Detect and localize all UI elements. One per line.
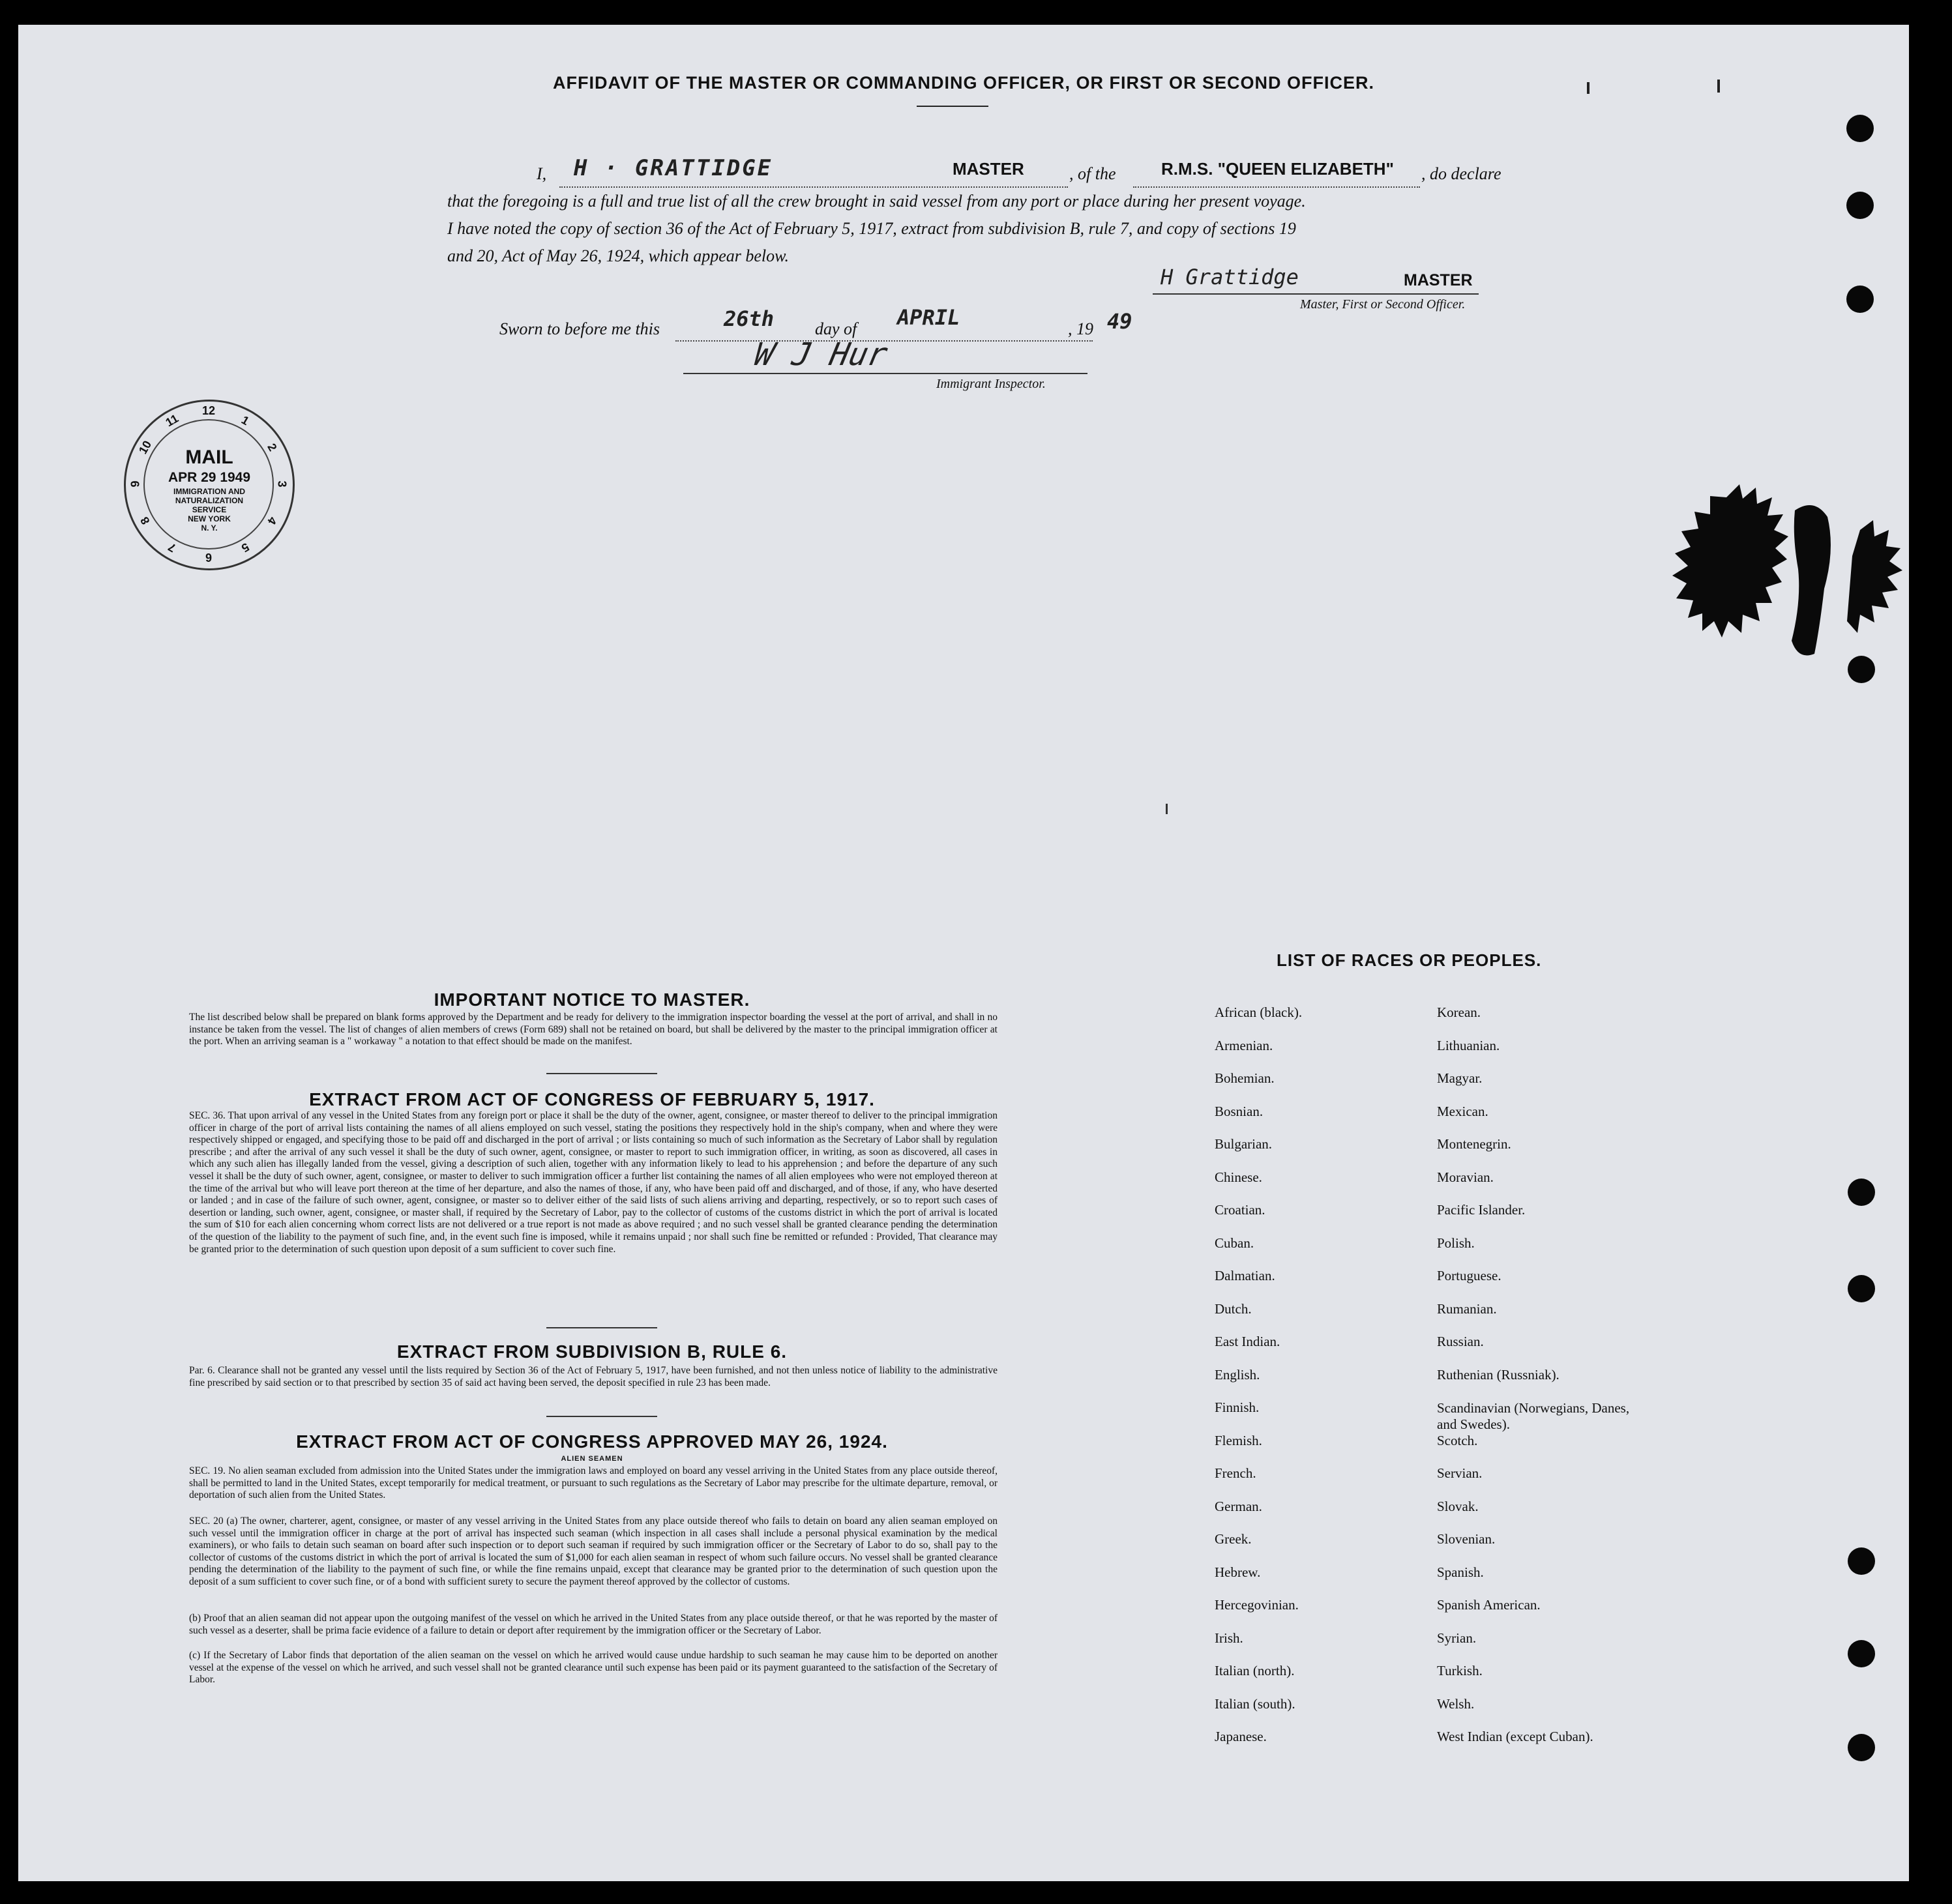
race-item: Dalmatian. <box>1215 1268 1275 1283</box>
race-item: Italian (north). <box>1215 1663 1295 1678</box>
race-item: Bosnian. <box>1215 1103 1264 1119</box>
section-rule <box>546 1416 657 1417</box>
binder-hole <box>1846 192 1874 219</box>
race-item: Korean. <box>1437 1004 1481 1020</box>
signature-caption: Master, First or Second Officer. <box>1300 297 1466 312</box>
sworn-year-prefix: , 19 <box>1068 319 1093 338</box>
inspector-signature-line <box>683 364 1087 374</box>
stamp-ring-number: 1 <box>239 413 252 428</box>
rank-text: MASTER <box>953 159 1024 179</box>
race-item: Turkish. <box>1437 1663 1483 1678</box>
race-item: Chinese. <box>1215 1169 1262 1185</box>
sworn-year: 49 <box>1107 309 1132 334</box>
stamp-ring-number: 10 <box>136 438 155 456</box>
section-rule <box>546 1327 657 1328</box>
binder-hole <box>1848 1275 1875 1302</box>
race-item: Italian (south). <box>1215 1695 1295 1712</box>
stamp-line4: NATURALIZATION <box>175 496 244 505</box>
race-item: Ruthenian (Russniak). <box>1437 1366 1560 1383</box>
notice-heading: IMPORTANT NOTICE TO MASTER. <box>434 989 750 1010</box>
extract2-text: Par. 6. Clearance shall not be granted any vessel until the lists required by Section 36 of the Act of February 5, 1917, have been furnished, and not then unless notice of liability to the administrative fine prescribed by said section or to that prescribed by section 35 of said act having been served, the deposit specified in rule 23 has been made. <box>189 1365 998 1388</box>
race-item: French. <box>1215 1465 1256 1481</box>
race-item: Portuguese. <box>1437 1268 1501 1283</box>
stamp-line7: N. Y. <box>201 523 218 533</box>
extract3-sec20c: (c) If the Secretary of Labor finds that deportation of the alien seaman on the vessel on which he arrived would cause undue hardship to such seaman he may cause him to be deported on another vessel at the expense of the vessel on which he arrived, and such vessel shall not be granted clearance until such expense has been paid or its payment guaranteed to the satisfaction of the Secretary of Labor. <box>189 1650 998 1686</box>
race-item: Bohemian. <box>1215 1070 1275 1086</box>
sworn-day: 26th <box>724 306 775 331</box>
stamp-ring-number: 2 <box>265 441 280 454</box>
binder-hole <box>1848 656 1875 683</box>
race-item: African (black). <box>1215 1004 1303 1020</box>
stamp-ring-number: 11 <box>163 411 181 430</box>
race-item: Spanish American. <box>1437 1597 1541 1613</box>
race-item: Hercegovinian. <box>1215 1597 1299 1613</box>
tick-mark <box>1717 80 1720 93</box>
stamp-ring-number: 9 <box>128 480 142 488</box>
extract1-text: SEC. 36. That upon arrival of any vessel in the United States from any foreign port or place it shall be the duty of the owner, agent, consignee, or master thereof to deliver to the principal immigration officer in charge of the port of arrival lists containing the names of all aliens employed on such vessel, stating the positions they respectively hold in the ship's company, when and where they were respectively shipped or engaged, and specifying those to be paid off and discharged in the port of arrival ; or lists containing so much of such information as the Secretary of Labor shall by regulation prescribe ; and after the arrival of any such vessel it shall be the duty of such owner, agent, consignee, or master to report to such immigration officer, in writing, as soon as discovered, all cases in which any such alien has illegally landed from the vessel, giving a description of such alien, together with any information likely to lead to his apprehension ; and before the departure of any such vessel it shall be the duty of such owner, agent, consignee, or master to deliver to such immigration officer a further list containing the names of all alien employees who were not employed thereon at the time of the arrival but who will leave port thereon at the time of her departure, and also the names of those, if any, who have been paid off and discharged, and of those, if any, who have deserted or landed ; and in case of the failure of such owner, agent, consignee, or master so to deliver either of the said lists of such aliens arriving and departing, respectively, or so to report such cases of desertion or landing, such owner, agent, consignee, or master shall, if required by the Secretary of Labor, pay to the collector of customs of the customs district in which the port of arrival is located the sum of $10 for each alien concerning whom correct lists are not delivered or a true report is not made as above required ; and no such vessel shall be granted clearance pending the determination of the question of the liability to the payment of such fine, and, in the event such fine is imposed, while it remains unpaid ; nor shall such fine be remitted or refunded : Provided, That clearance may be granted prior to the determination of such question upon deposit of a sum sufficient to cover such fine. <box>189 1110 998 1255</box>
declaration-do-declare: , do declare <box>1421 164 1501 183</box>
races-heading: LIST OF RACES OR PEOPLES. <box>1277 950 1542 970</box>
race-item: Flemish. <box>1215 1432 1262 1448</box>
race-item: West Indian (except Cuban). <box>1437 1729 1593 1744</box>
notice-text: The list described below shall be prepared on blank forms approved by the Department and be ready for delivery to the immigration inspector boarding the vessel at the port of arrival, and shall in no instance be taken from the vessel. The list of changes of alien members of crews (Form 689) shall not be retained on board, but shall be delivered by the master to the principal immigration officer at the port. When an arriving seaman is a " workaway " a notation to that effect should be made on the manifest. <box>189 1012 998 1047</box>
stamp-line3: IMMIGRATION AND <box>173 487 245 496</box>
vessel-name: R.M.S. "QUEEN ELIZABETH" <box>1161 159 1394 179</box>
race-item: Welsh. <box>1437 1695 1475 1712</box>
sworn-month: APRIL <box>897 305 960 330</box>
binder-hole <box>1848 1179 1875 1206</box>
extract2-heading: EXTRACT FROM SUBDIVISION B, RULE 6. <box>396 1341 788 1362</box>
section-rule <box>546 1073 657 1074</box>
stamp-ring-number: 4 <box>265 514 280 527</box>
stamp-ring-number: 12 <box>201 404 216 417</box>
extract3-sec19: SEC. 19. No alien seaman excluded from admission into the United States under the immigration laws and employed on board any vessel arriving in the United States from any place outside thereof, shall be permitted to land in the United States, except temporarily for medical treatment, or pursuant to such regulations as the Secretary of Labor may prescribe for the ultimate departure, removal, or deportation of such alien from the United States. <box>189 1465 998 1501</box>
race-item: Rumanian. <box>1437 1300 1497 1317</box>
race-item: East Indian. <box>1215 1334 1280 1349</box>
race-item: Scotch. <box>1437 1432 1478 1448</box>
race-item: Cuban. <box>1215 1235 1254 1251</box>
stamp-line5: SERVICE <box>192 505 227 514</box>
races-right-column <box>1437 996 1646 1753</box>
race-item: English. <box>1215 1366 1260 1383</box>
race-item: Greek. <box>1215 1531 1252 1547</box>
binder-hole <box>1848 1547 1875 1575</box>
document-page <box>18 25 1909 1881</box>
race-item: Spanish. <box>1437 1564 1484 1580</box>
signature-rank: MASTER <box>1404 271 1473 289</box>
race-item: Moravian. <box>1437 1169 1494 1185</box>
race-item: Magyar. <box>1437 1070 1483 1086</box>
race-item: Hebrew. <box>1215 1564 1261 1580</box>
race-item: Armenian. <box>1215 1037 1273 1053</box>
race-item: Polish. <box>1437 1235 1475 1251</box>
binder-hole <box>1848 1640 1875 1667</box>
title-rule <box>917 106 988 107</box>
race-item: German. <box>1215 1498 1262 1514</box>
stamp-ring-number: 6 <box>205 551 213 564</box>
sworn-day-of: day of <box>815 319 857 338</box>
stamp-ring-number: 5 <box>239 540 252 555</box>
stamp-ring-number: 8 <box>138 514 153 527</box>
binder-hole <box>1846 286 1874 313</box>
race-item: Croatian. <box>1215 1202 1265 1218</box>
race-item: Servian. <box>1437 1465 1483 1481</box>
declaration-i: I, <box>537 164 547 183</box>
mail-stamp <box>124 400 293 569</box>
extract3-heading: EXTRACT FROM ACT OF CONGRESS APPROVED MAY 26, 1924. <box>296 1431 888 1452</box>
tick-mark <box>1166 804 1168 814</box>
sworn-label: Sworn to before me this <box>499 319 660 338</box>
binder-hole <box>1846 115 1874 142</box>
stamp-ring-number: 7 <box>166 540 179 555</box>
declaration-line2: that the foregoing is a full and true list of all the crew brought in said vessel from any port or place during her present voyage. <box>447 192 1306 211</box>
race-item: Syrian. <box>1437 1630 1477 1646</box>
master-name: H · GRATTIDGE <box>574 155 773 181</box>
race-item: Montenegrin. <box>1437 1136 1511 1152</box>
affidavit-title: AFFIDAVIT OF THE MASTER OR COMMANDING OFFICER, OR FIRST OR SECOND OFFICER. <box>553 73 1374 93</box>
extract1-heading: EXTRACT FROM ACT OF CONGRESS OF FEBRUARY 5, 1917. <box>309 1089 875 1109</box>
race-item: Lithuanian. <box>1437 1037 1500 1053</box>
declaration-line4: and 20, Act of May 26, 1924, which appear below. <box>447 246 790 265</box>
race-item: Scandinavian (Norwegians, Danes, and Swedes). <box>1437 1400 1630 1432</box>
race-item: Russian. <box>1437 1334 1484 1349</box>
extract3-sec20a: SEC. 20 (a) The owner, charterer, agent, consignee, or master of any vessel arriving in the United States from any place outside thereof who fails to detain on board any alien seaman employed on such vessel until the immigration officer in charge at the port of arrival has inspected such seaman (which inspection in all cases shall include a personal physical examination by the medical examiners), or who fails to detain such seaman on board after such inspection or to deport such seaman if required by such immigration officer or the Secretary of Labor to do so, shall pay to the collector of customs of the customs district in which the port of arrival is located the sum of $1,000 for each alien seaman in respect of whom such failure occurs. No vessel shall be granted clearance pending the determination of the liability to the payment of such fine, or while the fine remains unpaid, except that clearance may be granted prior to the determination of such question upon the deposit of a sum sufficient to cover such fine, or of a bond with sufficient surety to secure the payment thereof approved by the collector of customs. <box>189 1516 998 1587</box>
declaration-of-the: , of the <box>1069 164 1116 183</box>
race-item: Pacific Islander. <box>1437 1202 1526 1218</box>
race-item: Mexican. <box>1437 1103 1488 1119</box>
declaration-line3: I have noted the copy of section 36 of the Act of February 5, 1917, extract from subdivision B, rule 7, and copy of sections 19 <box>447 219 1296 238</box>
inspector-signature: W J Hur <box>751 336 891 373</box>
binder-hole <box>1848 1734 1875 1761</box>
race-item: Finnish. <box>1215 1399 1260 1415</box>
race-item: Dutch. <box>1215 1300 1252 1317</box>
race-item: Irish. <box>1215 1630 1243 1646</box>
tick-mark <box>1587 82 1590 94</box>
race-item: Slovak. <box>1437 1498 1479 1514</box>
race-item: Bulgarian. <box>1215 1136 1273 1152</box>
stamp-line6: NEW YORK <box>188 514 231 523</box>
races-left-column <box>1215 996 1430 1753</box>
stamp-date: APR 29 1949 <box>168 470 251 485</box>
extract3-sec20b: (b) Proof that an alien seaman did not appear upon the outgoing manifest of the vessel on which he arrived in the United States from any place outside thereof, or that he was reported by the master of such vessel as a deserter, shall be prima facie evidence of a failure to detain or deport after requirement by the immigration officer or the Secretary of Labor. <box>189 1613 998 1636</box>
race-item: Slovenian. <box>1437 1531 1496 1547</box>
stamp-mail: MAIL <box>185 447 233 468</box>
extract3-subheading: ALIEN SEAMEN <box>561 1455 623 1463</box>
race-item: Japanese. <box>1215 1729 1267 1744</box>
master-signature: H Grattidge <box>1161 265 1299 289</box>
inspector-caption: Immigrant Inspector. <box>936 377 1046 391</box>
stamp-ring-number: 3 <box>275 480 289 488</box>
